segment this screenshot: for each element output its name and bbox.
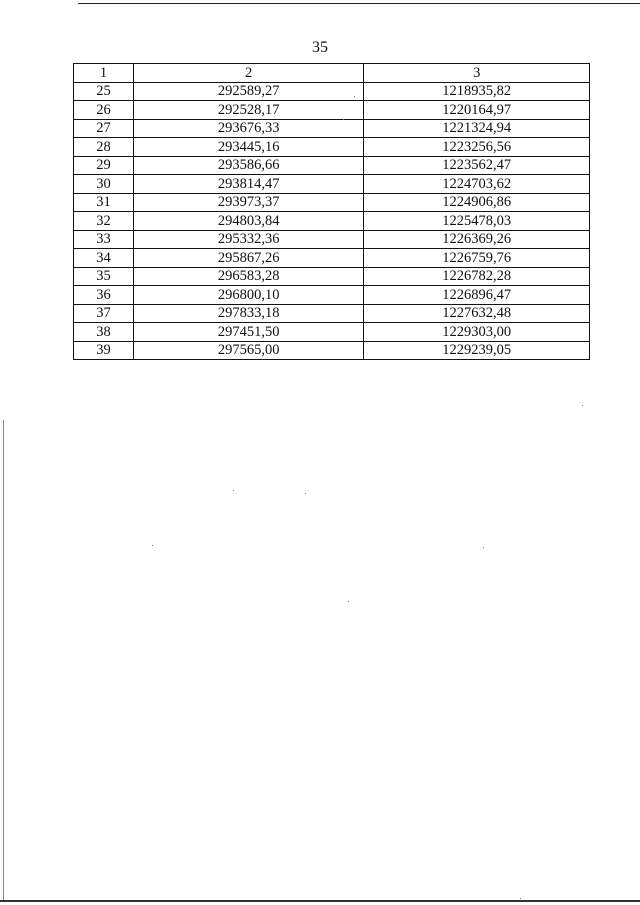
table-cell-col3: 1223256,56 (364, 138, 590, 157)
scan-speck (305, 493, 306, 494)
coordinates-table (73, 63, 590, 360)
table-row (74, 286, 590, 305)
scan-speck (483, 547, 484, 548)
column-header-1: 1 (74, 64, 134, 83)
table-cell-col2: 296583,28 (133, 267, 364, 286)
scan-speck (354, 96, 355, 97)
scan-speck (233, 490, 234, 491)
table-cell-col1: 36 (74, 286, 134, 305)
table-cell-col1: 38 (74, 323, 134, 342)
table-row (74, 323, 590, 342)
table-cell-col2: 295332,36 (133, 230, 364, 249)
table-row (74, 304, 590, 323)
table-cell-col3: 1221324,94 (364, 119, 590, 138)
table-cell-col3: 1220164,97 (364, 101, 590, 120)
table-cell-col3: 1226782,28 (364, 267, 590, 286)
table-cell-col1: 33 (74, 230, 134, 249)
scan-left-edge (3, 420, 4, 900)
table-cell-col2: 293973,37 (133, 193, 364, 212)
table-cell-col1: 25 (74, 82, 134, 101)
table-row (74, 82, 590, 101)
table-cell-col2: 293445,16 (133, 138, 364, 157)
table-row (74, 212, 590, 231)
table-cell-col1: 32 (74, 212, 134, 231)
table-cell-col2: 297451,50 (133, 323, 364, 342)
table-cell-col2: 293586,66 (133, 156, 364, 175)
scan-top-rule (78, 3, 640, 4)
table-row (74, 156, 590, 175)
table-cell-col3: 1229239,05 (364, 341, 590, 360)
table-cell-col1: 34 (74, 249, 134, 268)
scan-speck (343, 119, 344, 120)
table-row (74, 193, 590, 212)
table-row (74, 341, 590, 360)
table-cell-col3: 1218935,82 (364, 82, 590, 101)
table-row (74, 267, 590, 286)
table-row (74, 101, 590, 120)
table-cell-col2: 293676,33 (133, 119, 364, 138)
table-cell-col1: 29 (74, 156, 134, 175)
table-row (74, 119, 590, 138)
table-cell-col1: 27 (74, 119, 134, 138)
table-cell-col1: 31 (74, 193, 134, 212)
table-cell-col3: 1226759,76 (364, 249, 590, 268)
table-cell-col1: 28 (74, 138, 134, 157)
column-header-3: 3 (364, 64, 590, 83)
column-header-2: 2 (133, 64, 364, 83)
table-row (74, 138, 590, 157)
table-cell-col2: 297565,00 (133, 341, 364, 360)
table-cell-col1: 26 (74, 101, 134, 120)
table-cell-col3: 1226369,26 (364, 230, 590, 249)
table-cell-col1: 39 (74, 341, 134, 360)
table-cell-col3: 1225478,03 (364, 212, 590, 231)
table-cell-col2: 293814,47 (133, 175, 364, 194)
page-number: 35 (312, 39, 328, 56)
table-row (74, 249, 590, 268)
table-row (74, 175, 590, 194)
scan-speck (152, 545, 153, 546)
table-cell-col2: 294803,84 (133, 212, 364, 231)
table-header-row (74, 64, 590, 83)
table-cell-col3: 1227632,48 (364, 304, 590, 323)
table-cell-col2: 292528,17 (133, 101, 364, 120)
table-cell-col3: 1224906,86 (364, 193, 590, 212)
table-cell-col3: 1223562,47 (364, 156, 590, 175)
table-cell-col3: 1224703,62 (364, 175, 590, 194)
table-cell-col1: 35 (74, 267, 134, 286)
table-cell-col1: 37 (74, 304, 134, 323)
table-cell-col2: 296800,10 (133, 286, 364, 305)
table-cell-col2: 297833,18 (133, 304, 364, 323)
table-row (74, 230, 590, 249)
scan-bottom-rule (0, 900, 640, 902)
table-cell-col2: 292589,27 (133, 82, 364, 101)
table-cell-col1: 30 (74, 175, 134, 194)
table-cell-col2: 295867,26 (133, 249, 364, 268)
scan-speck (520, 898, 521, 899)
table-cell-col3: 1226896,47 (364, 286, 590, 305)
table-cell-col3: 1229303,00 (364, 323, 590, 342)
scan-speck (348, 601, 349, 602)
scan-speck (582, 405, 583, 406)
table-body (74, 82, 590, 360)
